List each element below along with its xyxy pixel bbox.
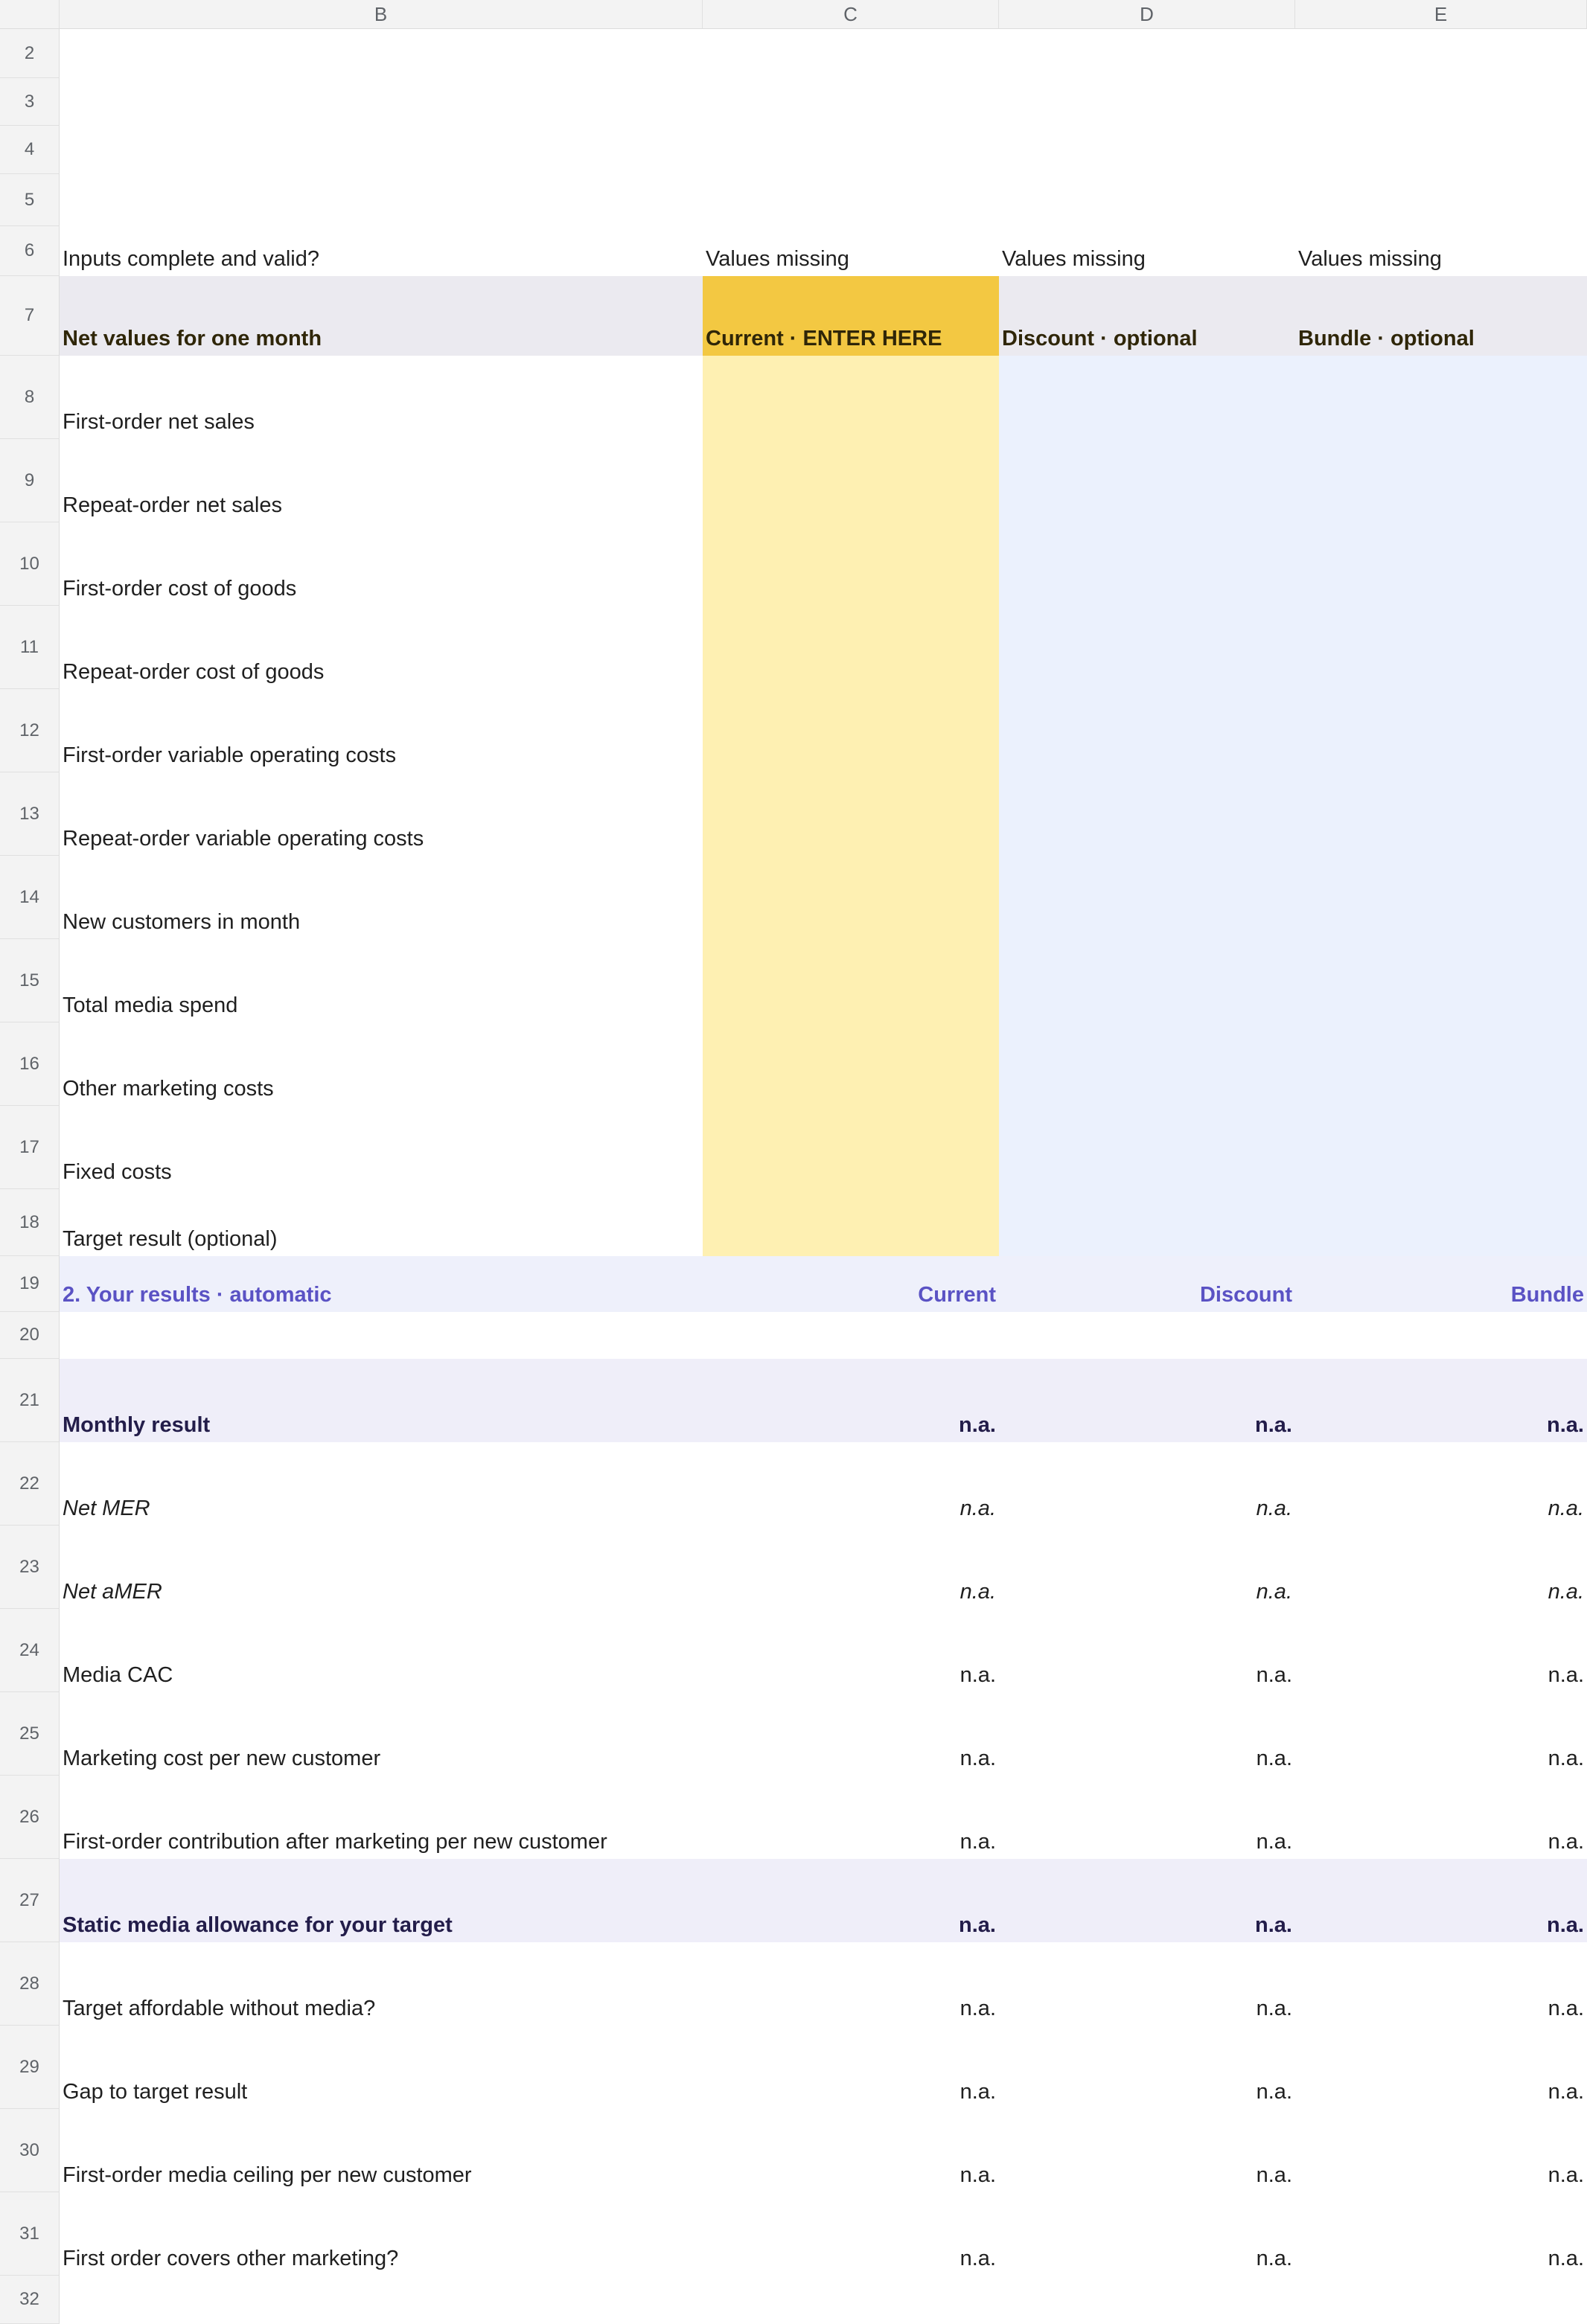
result-bundle-cell[interactable]: n.a. xyxy=(1548,1830,1584,1854)
input-bundle-cell[interactable] xyxy=(1295,356,1587,439)
input-row-label: Fixed costs xyxy=(63,1160,172,1184)
status-bundle-cell[interactable]: Values missing xyxy=(1298,247,1442,271)
result-current-cell[interactable]: n.a. xyxy=(959,1496,996,1520)
result-discount-cell[interactable]: n.a. xyxy=(1256,2163,1292,2187)
result-bundle-cell[interactable]: n.a. xyxy=(1548,1580,1584,1604)
input-current-cell[interactable] xyxy=(703,606,999,689)
input-discount-cell[interactable] xyxy=(999,1106,1295,1189)
result-discount-cell[interactable]: n.a. xyxy=(1256,1830,1292,1854)
input-current-cell[interactable] xyxy=(703,856,999,939)
input-discount-cell[interactable] xyxy=(999,772,1295,856)
input-bundle-cell[interactable] xyxy=(1295,522,1587,606)
result-current-cell[interactable]: n.a. xyxy=(959,2080,996,2104)
result-current-cell[interactable]: n.a. xyxy=(959,1580,996,1604)
result-discount-cell[interactable]: n.a. xyxy=(1256,1997,1292,2020)
row-number-22[interactable]: 22 xyxy=(0,1442,60,1526)
row-number-4[interactable]: 4 xyxy=(0,126,60,174)
row-number-19[interactable]: 19 xyxy=(0,1256,60,1312)
row-number-2[interactable]: 2 xyxy=(0,29,60,78)
result-discount-cell[interactable]: n.a. xyxy=(1255,1913,1292,1937)
input-discount-cell[interactable] xyxy=(999,1022,1295,1106)
result-row-label: Net aMER xyxy=(63,1580,162,1604)
input-discount-cell[interactable] xyxy=(999,522,1295,606)
input-current-cell[interactable] xyxy=(703,689,999,772)
row-number-16[interactable]: 16 xyxy=(0,1022,60,1106)
input-bundle-cell[interactable] xyxy=(1295,856,1587,939)
results-header-current: Current xyxy=(918,1283,996,1307)
row-number-23[interactable]: 23 xyxy=(0,1526,60,1609)
row-number-15[interactable]: 15 xyxy=(0,939,60,1022)
result-discount-cell[interactable]: n.a. xyxy=(1256,1496,1292,1520)
row-number-32[interactable]: 32 xyxy=(0,2276,60,2324)
row-number-29[interactable]: 29 xyxy=(0,2026,60,2109)
row-number-27[interactable]: 27 xyxy=(0,1859,60,1942)
input-row-label: Repeat-order cost of goods xyxy=(63,660,325,684)
row-number-6[interactable]: 6 xyxy=(0,226,60,276)
inputs-header-discount: Discount · optional xyxy=(1002,327,1198,350)
row-number-3[interactable]: 3 xyxy=(0,78,60,126)
result-bundle-cell[interactable]: n.a. xyxy=(1548,2247,1584,2270)
row-number-31[interactable]: 31 xyxy=(0,2192,60,2276)
input-bundle-cell[interactable] xyxy=(1295,689,1587,772)
input-current-cell[interactable] xyxy=(703,439,999,522)
input-row-label: Target result (optional) xyxy=(63,1227,278,1251)
result-bundle-cell[interactable]: n.a. xyxy=(1548,1747,1584,1770)
result-discount-cell[interactable]: n.a. xyxy=(1256,1580,1292,1604)
result-current-cell[interactable]: n.a. xyxy=(959,1830,996,1854)
results-header-discount: Discount xyxy=(1199,1283,1292,1307)
select-all-corner[interactable] xyxy=(0,0,60,29)
row-number-12[interactable]: 12 xyxy=(0,689,60,772)
result-bundle-cell[interactable]: n.a. xyxy=(1548,1997,1584,2020)
result-current-cell[interactable]: n.a. xyxy=(959,1747,996,1770)
result-current-cell[interactable]: n.a. xyxy=(959,1663,996,1687)
column-header-c[interactable]: C xyxy=(703,0,999,29)
input-current-cell[interactable] xyxy=(703,772,999,856)
input-discount-cell[interactable] xyxy=(999,606,1295,689)
result-bundle-cell[interactable]: n.a. xyxy=(1548,1496,1584,1520)
input-bundle-cell[interactable] xyxy=(1295,606,1587,689)
input-current-cell[interactable] xyxy=(703,1189,999,1256)
result-discount-cell[interactable]: n.a. xyxy=(1256,2080,1292,2104)
result-bundle-cell[interactable]: n.a. xyxy=(1548,1663,1584,1687)
input-current-cell[interactable] xyxy=(703,356,999,439)
result-row-label: Gap to target result xyxy=(63,2080,248,2104)
inputs-header-label: Net values for one month xyxy=(63,327,322,350)
result-row-label: First-order contribution after marketing per new customer xyxy=(63,1830,607,1854)
row-number-18[interactable]: 18 xyxy=(0,1189,60,1256)
input-discount-cell[interactable] xyxy=(999,439,1295,522)
result-row-label: Target affordable without media? xyxy=(63,1997,376,2020)
result-bundle-cell[interactable]: n.a. xyxy=(1547,1913,1584,1937)
input-row-label: Repeat-order net sales xyxy=(63,493,282,517)
row-number-14[interactable]: 14 xyxy=(0,856,60,939)
result-current-cell[interactable]: n.a. xyxy=(959,1913,996,1937)
input-row-label: Other marketing costs xyxy=(63,1077,274,1101)
result-discount-cell[interactable]: n.a. xyxy=(1256,1747,1292,1770)
row-number-13[interactable]: 13 xyxy=(0,772,60,856)
input-row-label: First-order variable operating costs xyxy=(63,743,397,767)
row-number-17[interactable]: 17 xyxy=(0,1106,60,1189)
input-discount-cell[interactable] xyxy=(999,939,1295,1022)
input-bundle-cell[interactable] xyxy=(1295,1106,1587,1189)
row-number-20[interactable]: 20 xyxy=(0,1312,60,1359)
input-current-cell[interactable] xyxy=(703,1106,999,1189)
result-row-label: Marketing cost per new customer xyxy=(63,1747,381,1770)
inputs-header-current: Current · ENTER HERE xyxy=(706,327,942,350)
input-bundle-cell[interactable] xyxy=(1295,1189,1587,1256)
result-row-label: Static media allowance for your target xyxy=(63,1913,453,1937)
result-row-label: First-order media ceiling per new customer xyxy=(63,2163,472,2187)
row-number-30[interactable]: 30 xyxy=(0,2109,60,2192)
column-header-d[interactable]: D xyxy=(999,0,1295,29)
row-number-9[interactable]: 9 xyxy=(0,439,60,522)
results-header-bundle: Bundle xyxy=(1510,1283,1584,1307)
input-discount-cell[interactable] xyxy=(999,856,1295,939)
result-discount-cell[interactable]: n.a. xyxy=(1256,2247,1292,2270)
result-discount-cell[interactable]: n.a. xyxy=(1256,1663,1292,1687)
result-bundle-cell[interactable]: n.a. xyxy=(1548,2080,1584,2104)
result-bundle-cell[interactable]: n.a. xyxy=(1547,1413,1584,1437)
result-row-label: Monthly result xyxy=(63,1413,211,1437)
status-current-cell[interactable]: Values missing xyxy=(706,247,849,271)
result-current-cell[interactable]: n.a. xyxy=(959,1413,996,1437)
result-current-cell[interactable]: n.a. xyxy=(959,1997,996,2020)
input-current-cell[interactable] xyxy=(703,939,999,1022)
column-header-e[interactable]: E xyxy=(1295,0,1587,29)
input-row-label: New customers in month xyxy=(63,910,301,934)
row-number-5[interactable]: 5 xyxy=(0,174,60,226)
input-current-cell[interactable] xyxy=(703,1022,999,1106)
row-number-28[interactable]: 28 xyxy=(0,1942,60,2026)
input-row-label: Repeat-order variable operating costs xyxy=(63,827,424,851)
result-current-cell[interactable]: n.a. xyxy=(959,2247,996,2270)
input-current-cell[interactable] xyxy=(703,522,999,606)
result-row-label: Media CAC xyxy=(63,1663,173,1687)
input-discount-cell[interactable] xyxy=(999,1189,1295,1256)
input-row-label: First-order net sales xyxy=(63,410,255,434)
results-header-label: 2. Your results · automatic xyxy=(63,1283,332,1307)
row-number-7[interactable]: 7 xyxy=(0,276,60,356)
input-bundle-cell[interactable] xyxy=(1295,772,1587,856)
column-header-b[interactable]: B xyxy=(60,0,703,29)
input-bundle-cell[interactable] xyxy=(1295,1022,1587,1106)
row-number-25[interactable]: 25 xyxy=(0,1692,60,1776)
result-bundle-cell[interactable]: n.a. xyxy=(1548,2163,1584,2187)
result-row-label: First order covers other marketing? xyxy=(63,2247,399,2270)
input-row-label: First-order cost of goods xyxy=(63,577,297,601)
result-row-label: Net MER xyxy=(63,1496,150,1520)
row-number-10[interactable]: 10 xyxy=(0,522,60,606)
result-discount-cell[interactable]: n.a. xyxy=(1255,1413,1292,1437)
status-discount-cell[interactable]: Values missing xyxy=(1002,247,1146,271)
input-discount-cell[interactable] xyxy=(999,689,1295,772)
row-number-8[interactable]: 8 xyxy=(0,356,60,439)
result-current-cell[interactable]: n.a. xyxy=(959,2163,996,2187)
input-bundle-cell[interactable] xyxy=(1295,939,1587,1022)
row-number-24[interactable]: 24 xyxy=(0,1609,60,1692)
inputs-header-bundle: Bundle · optional xyxy=(1298,327,1475,350)
row-number-26[interactable]: 26 xyxy=(0,1776,60,1859)
input-bundle-cell[interactable] xyxy=(1295,439,1587,522)
input-row-label: Total media spend xyxy=(63,993,238,1017)
row-number-21[interactable]: 21 xyxy=(0,1359,60,1442)
input-discount-cell[interactable] xyxy=(999,356,1295,439)
status-label: Inputs complete and valid? xyxy=(63,247,319,271)
row-number-11[interactable]: 11 xyxy=(0,606,60,689)
